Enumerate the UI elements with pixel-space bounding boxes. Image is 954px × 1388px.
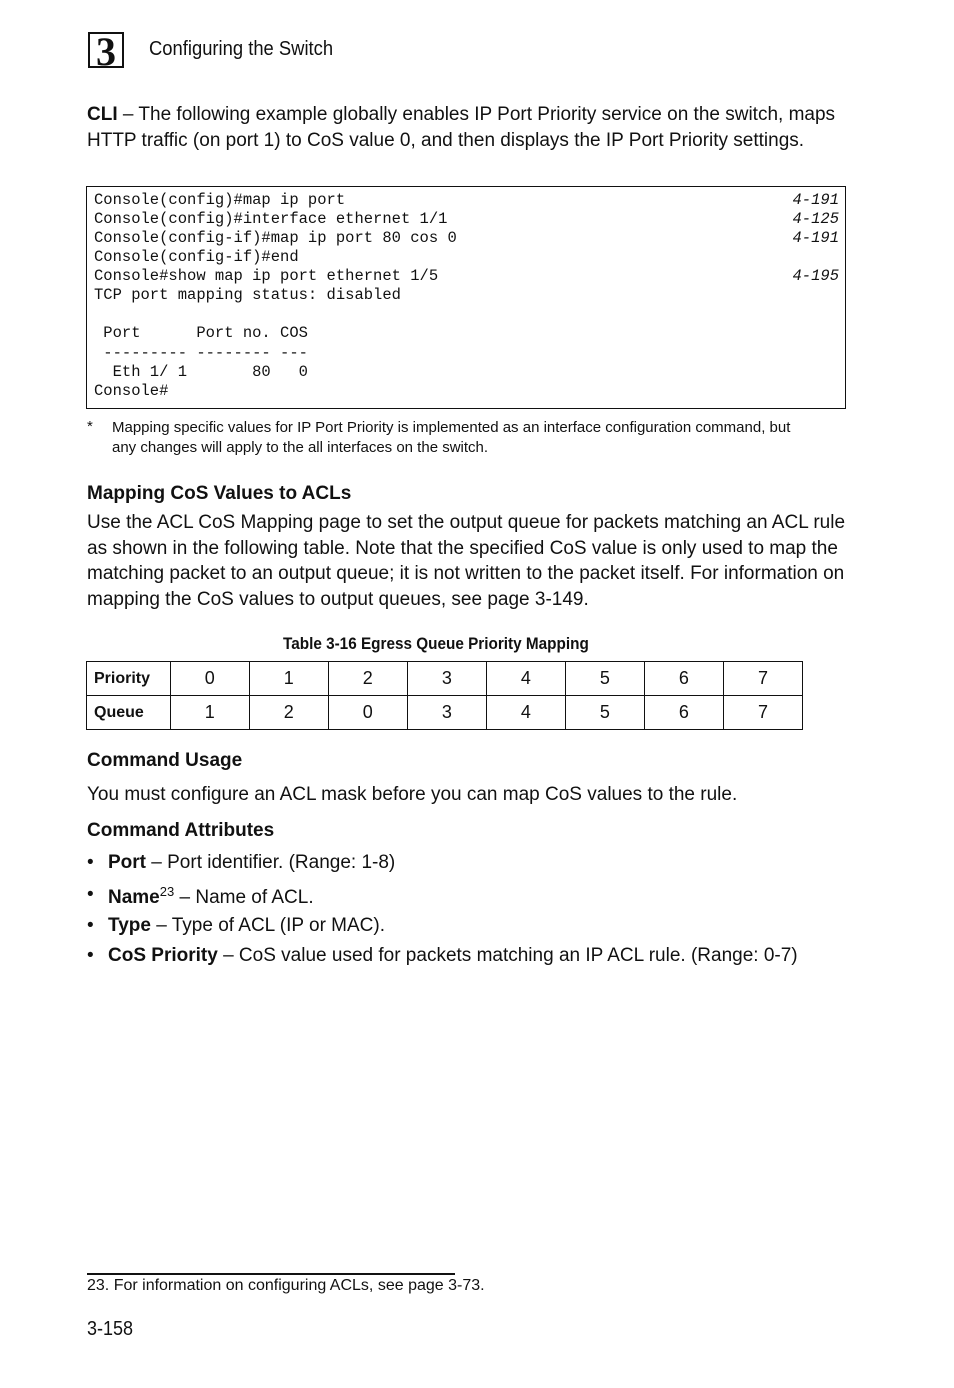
bullet-marker: • (87, 884, 94, 905)
row-header-queue: Queue (87, 696, 171, 730)
attribute-term: Type (108, 915, 151, 936)
attribute-item (108, 852, 395, 874)
table-cell: 1 (170, 696, 249, 730)
table-caption: Table 3-16 Egress Queue Priority Mapping (283, 634, 589, 653)
table-cell: 7 (723, 696, 802, 730)
section-heading: Mapping CoS Values to ACLs (87, 483, 352, 504)
code-line: Console(config)#interface ethernet 1/1 (94, 210, 448, 228)
bullet-marker: • (87, 852, 94, 873)
table-cell: 2 (249, 696, 328, 730)
table-cell: 3 (407, 662, 486, 696)
code-footnote-marker: * (87, 418, 93, 435)
attribute-item (108, 945, 798, 967)
code-reference: 4-191 (792, 229, 839, 247)
intro-lead: CLI (87, 104, 118, 125)
chapter-title: Configuring the Switch (149, 38, 334, 60)
section-body: Use the ACL CoS Mapping page to set the output queue for packets matching an ACL rule as shown in the following table. Note that the specified CoS value is only used to map the matching packet to an output queue; it is not written to the packet itself. For information on mapping the CoS values to output queues, see page 3-149. (87, 512, 846, 610)
table-cell: 2 (328, 662, 407, 696)
table-cell: 5 (565, 662, 644, 696)
table-cell: 1 (249, 662, 328, 696)
attribute-desc: – CoS value used for packets matching an IP ACL rule. (Range: 0-7) (217, 945, 798, 966)
table-cell: 5 (565, 696, 644, 730)
footnote-divider (87, 1273, 455, 1275)
egress-queue-table (86, 661, 803, 730)
code-line: Console(config-if)#map ip port 80 cos 0 (94, 229, 457, 247)
table-cell: 0 (170, 662, 249, 696)
table-cell: 6 (644, 662, 723, 696)
code-line: Eth 1/ 1 80 0 (94, 363, 308, 381)
table-row (87, 662, 803, 696)
attribute-term: CoS Priority (108, 945, 218, 966)
code-reference: 4-195 (792, 267, 839, 285)
code-reference: 4-125 (792, 210, 839, 228)
table-row (87, 696, 803, 730)
command-usage-text: You must configure an ACL mask before you can map CoS values to the rule. (87, 784, 738, 805)
code-line: --------- -------- --- (94, 344, 308, 362)
code-line: Console#show map ip port ethernet 1/5 (94, 267, 439, 285)
intro-paragraph (87, 102, 857, 153)
page-number: 3-158 (87, 1318, 134, 1340)
attribute-desc: – Port identifier. (Range: 1-8) (146, 852, 396, 873)
code-footnote-text: Mapping specific values for IP Port Priority is implemented as an interface configuration command, but any changes will apply to the all interfaces on the switch. (112, 419, 791, 456)
command-usage-heading: Command Usage (87, 750, 243, 771)
table-cell: 6 (644, 696, 723, 730)
code-line: Console(config)#map ip port (94, 191, 346, 209)
table-cell: 3 (407, 696, 486, 730)
attribute-desc: – Type of ACL (IP or MAC). (150, 915, 386, 936)
page-footnote: 23. For information on configuring ACLs, see page 3-73. (87, 1277, 485, 1294)
attribute-desc: – Name of ACL. (174, 887, 314, 908)
code-line: Console(config-if)#end (94, 248, 299, 266)
footnote-reference[interactable]: 23 (159, 884, 175, 899)
row-header-priority: Priority (87, 662, 171, 696)
bullet-marker: • (87, 915, 94, 936)
attribute-item (108, 915, 385, 937)
command-attributes-heading: Command Attributes (87, 820, 275, 841)
code-line: Port Port no. COS (94, 324, 308, 342)
code-reference: 4-191 (792, 191, 839, 209)
attribute-term: Name (108, 887, 160, 908)
table-cell: 7 (723, 662, 802, 696)
intro-text: – The following example globally enables IP Port Priority service on the switch, maps HTTP traffic (on port 1) to CoS value 0, and then displays the IP Port Priority settings. (87, 104, 836, 151)
code-line: Console# (94, 382, 169, 400)
chapter-number-box: 3 (88, 32, 124, 68)
table-cell: 4 (486, 662, 565, 696)
attribute-term: Port (108, 852, 146, 873)
cli-code-block (86, 186, 846, 409)
attribute-item (108, 884, 314, 909)
code-line: TCP port mapping status: disabled (94, 286, 401, 304)
table-cell: 4 (486, 696, 565, 730)
bullet-marker: • (87, 945, 94, 966)
table-cell: 0 (328, 696, 407, 730)
